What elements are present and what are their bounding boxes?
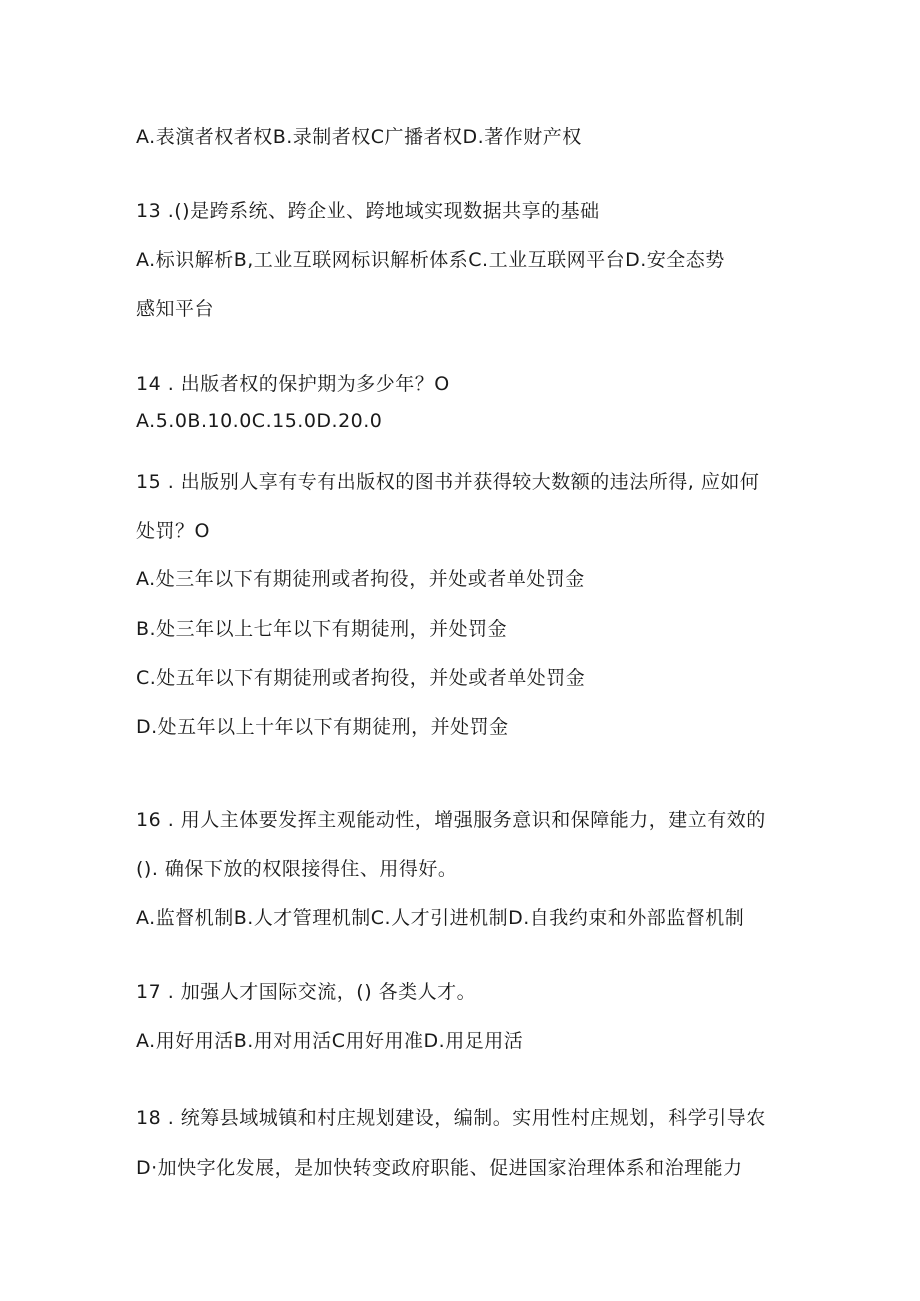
- q13-question: 13 .()是跨系统、跨企业、跨地域实现数据共享的基础: [136, 200, 600, 222]
- q15-option-b: B.处三年以上七年以下有期徒刑，并处罚金: [136, 618, 508, 640]
- q15-option-c: C.处五年以下有期徒刑或者拘役，并处或者单处罚金: [136, 667, 586, 689]
- q14-question: 14 . 出版者权的保护期为多少年？O: [136, 373, 450, 395]
- q15-question-continued: 处罚？O: [136, 520, 210, 542]
- q12-options: A.表演者权者权B.录制者权C广播者权D.著作财产权: [136, 126, 582, 148]
- q16-options: A.监督机制B.人才管理机制C.人才引进机制D.自我约束和外部监督机制: [136, 907, 745, 929]
- q16-question: 16 . 用人主体要发挥主观能动性，增强服务意识和保障能力，建立有效的: [136, 809, 766, 831]
- q16-question-continued: (). 确保下放的权限接得住、用得好。: [136, 858, 458, 880]
- q15-option-d: D.处五年以上十年以下有期徒刑，并处罚金: [136, 716, 509, 738]
- q17-question: 17 . 加强人才国际交流，() 各类人才。: [136, 981, 477, 1003]
- q13-options: A.标识解析B,工业互联网标识解析体系C.工业互联网平台D.安全态势: [136, 249, 725, 271]
- q18-question-continued: D·加快字化发展，是加快转变政府职能、促进国家治理体系和治理能力: [136, 1157, 743, 1179]
- q15-question: 15 . 出版别人享有专有出版权的图书并获得较大数额的违法所得, 应如何: [136, 471, 760, 493]
- q18-question: 18 . 统筹县域城镇和村庄规划建设，编制。实用性村庄规划，科学引导农: [136, 1107, 766, 1129]
- q13-options-continued: 感知平台: [136, 298, 215, 320]
- q17-options: A.用好用活B.用对用活C用好用准D.用足用活: [136, 1030, 524, 1052]
- q15-option-a: A.处三年以下有期徒刑或者拘役，并处或者单处罚金: [136, 568, 585, 590]
- q14-options: A.5.0B.10.0C.15.0D.20.0: [136, 410, 383, 432]
